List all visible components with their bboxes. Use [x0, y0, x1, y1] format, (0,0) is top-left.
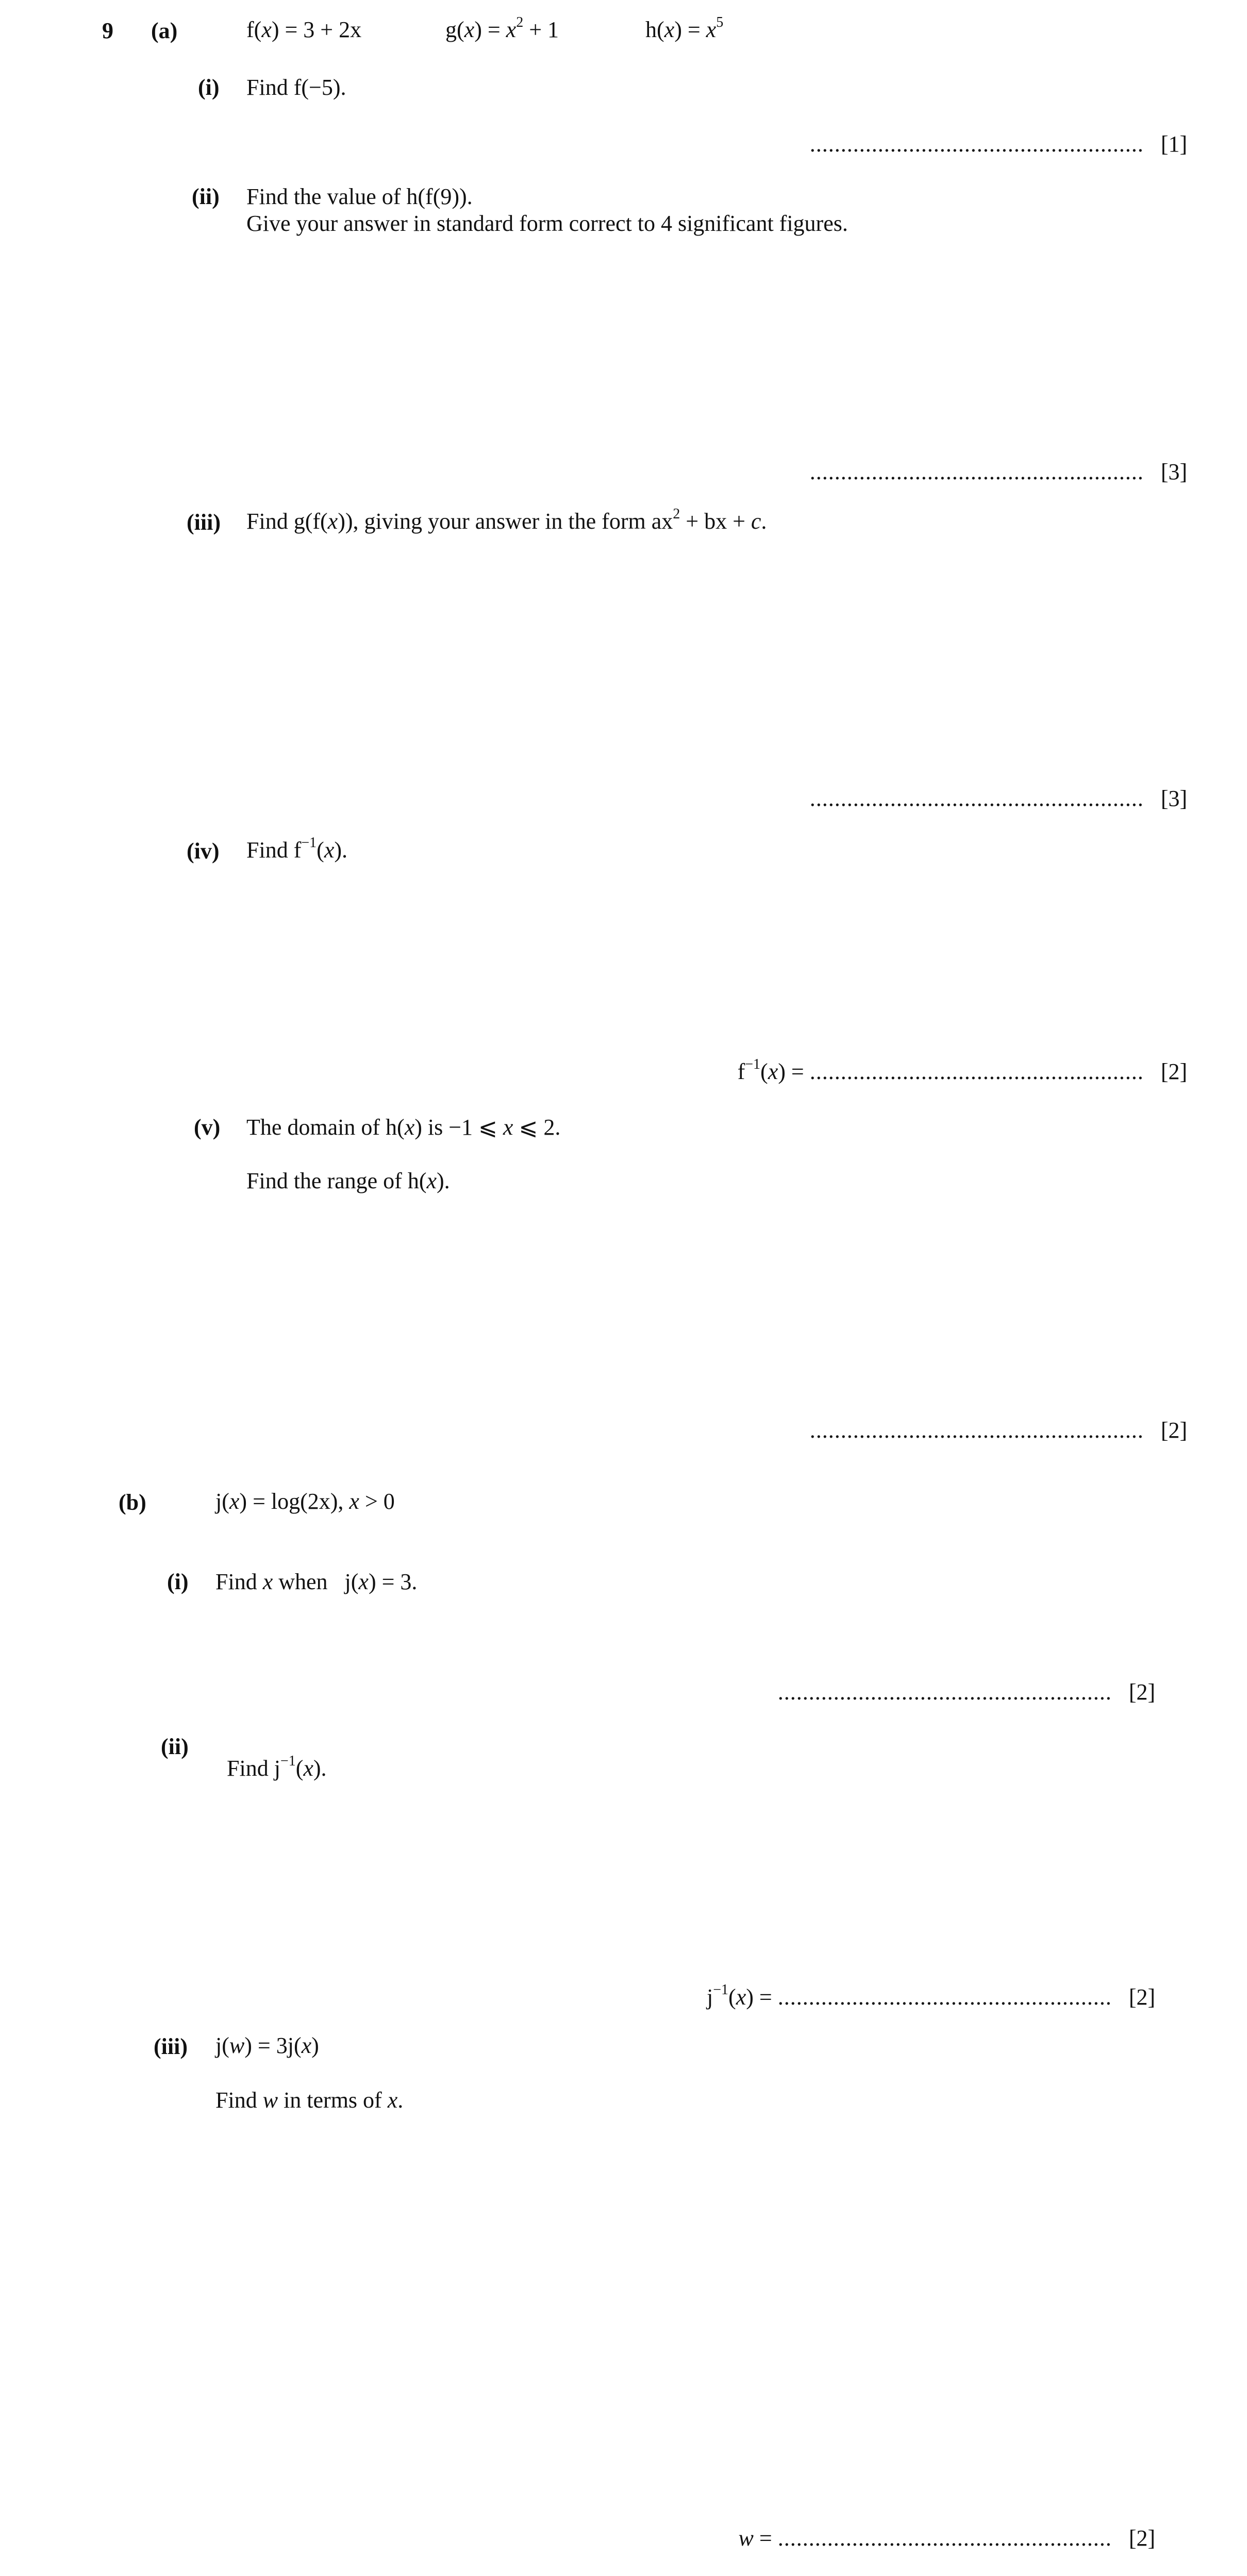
answer-dots[interactable]: ......................................................: [777, 2526, 1112, 2551]
a-v-answer-line: [810, 1419, 1187, 1442]
answer-dots[interactable]: ......................................................: [809, 459, 1144, 484]
marks: [2]: [1128, 1984, 1155, 2010]
h-definition: [645, 14, 724, 42]
marks: [2]: [1128, 1679, 1155, 1705]
a-iii-label: (iii): [187, 510, 221, 535]
a-ii-answer-line: [810, 461, 1187, 483]
part-b-label: (b): [119, 1490, 146, 1515]
b-ii-text-post: (x).: [295, 1756, 327, 1781]
answer-prefix-post: (x) =: [728, 1984, 778, 2010]
marks: [2]: [1160, 1059, 1187, 1084]
marks: [2]: [1160, 1418, 1187, 1443]
a-iv-answer-line: [737, 1056, 1187, 1084]
a-iii-text-pre: Find g(f(x)), giving your answer in the form ax: [246, 509, 673, 534]
answer-dots[interactable]: ......................................................: [809, 1418, 1144, 1443]
answer-prefix: [707, 1984, 778, 2010]
marks: [3]: [1160, 459, 1187, 484]
a-v-text1: The domain of h(x) is −1 ⩽ x ⩽ 2.: [246, 1115, 561, 1140]
a-i-text: Find f(−5).: [246, 75, 346, 100]
answer-dots[interactable]: ......................................................: [809, 786, 1144, 811]
answer-dots[interactable]: ......................................................: [809, 1059, 1144, 1084]
b-i-text: Find x when j(x) = 3.: [215, 1569, 418, 1594]
b-i-label: (i): [167, 1569, 189, 1594]
answer-dots[interactable]: ......................................................: [809, 131, 1144, 157]
b-ii-label: (ii): [161, 1734, 189, 1759]
b-iii-answer-line: [739, 2527, 1156, 2550]
part-a-label: (a): [151, 18, 178, 43]
h-def-exp: 5: [716, 14, 724, 30]
g-definition: [445, 14, 559, 42]
a-v-text2: Find the range of h(x).: [246, 1168, 450, 1193]
marks: [2]: [1128, 2526, 1155, 2551]
a-iv-text: [246, 835, 347, 863]
a-iii-text-post: + bx + c.: [680, 509, 767, 534]
b-iii-text2: Find w in terms of x.: [215, 2087, 404, 2113]
a-ii-text2: Give your answer in standard form correct to 4 significant figures.: [246, 211, 848, 236]
answer-prefix-base: f: [737, 1059, 745, 1084]
a-v-label: (v): [194, 1115, 221, 1140]
answer-prefix: w =: [738, 2526, 778, 2551]
a-iii-text: [246, 506, 767, 534]
h-def-pre: h(x) = x: [645, 17, 717, 42]
answer-prefix-exp: −1: [713, 1982, 729, 1998]
answer-prefix: [737, 1056, 810, 1084]
b-i-answer-line: [778, 1681, 1155, 1704]
answer-prefix-base: j: [707, 1984, 713, 2010]
a-iv-text-pre: Find f: [246, 837, 302, 863]
g-def-post: + 1: [523, 17, 559, 42]
b-ii-answer-line: [707, 1982, 1155, 2010]
a-iv-label: (iv): [187, 838, 220, 864]
answer-prefix-exp: −1: [745, 1056, 761, 1072]
marks: [1]: [1160, 131, 1187, 157]
b-iii-text1: j(w) = 3j(x): [215, 2033, 319, 2058]
question-number: 9: [102, 18, 113, 43]
marks: [3]: [1160, 786, 1187, 811]
a-iv-text-exp: −1: [301, 835, 317, 851]
a-iii-answer-line: [810, 787, 1187, 810]
g-def-pre: g(x) = x: [445, 17, 517, 42]
a-ii-label: (ii): [192, 184, 220, 209]
a-i-answer-line: [810, 133, 1187, 156]
g-def-exp: 2: [516, 14, 524, 30]
b-ii-text-pre: Find j: [227, 1756, 280, 1781]
a-ii-text1: Find the value of h(f(9)).: [246, 184, 473, 209]
b-ii-text-exp: −1: [280, 1753, 296, 1769]
b-ii-text: [215, 1735, 327, 1780]
b-iii-label: (iii): [154, 2034, 188, 2059]
a-iv-text-post: (x).: [317, 837, 347, 863]
f-definition: f(x) = 3 + 2x: [246, 17, 362, 42]
answer-dots[interactable]: ......................................................: [777, 1679, 1112, 1705]
answer-prefix-post: (x) =: [760, 1059, 810, 1084]
answer-dots[interactable]: ......................................................: [777, 1984, 1112, 2010]
j-definition: j(x) = log(2x), x > 0: [215, 1489, 395, 1514]
a-i-label: (i): [198, 75, 220, 100]
a-iii-text-exp: 2: [673, 506, 680, 522]
